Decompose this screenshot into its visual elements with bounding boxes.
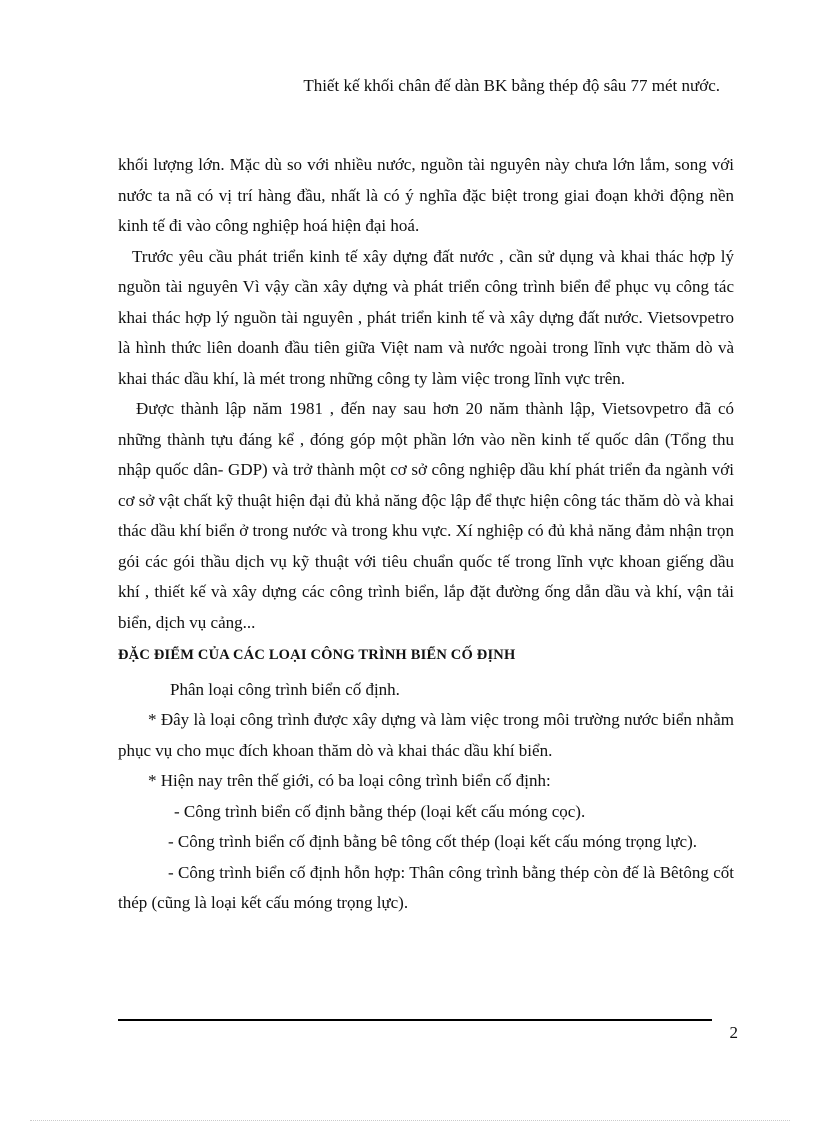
- page-number: 2: [729, 1023, 738, 1042]
- type-steel: - Công trình biển cố định bằng thép (loại kết cấu móng cọc).: [174, 801, 586, 821]
- section-heading: ĐẶC ĐIỂM CỦA CÁC LOẠI CÔNG TRÌNH BIỂN CỐ ĐỊNH: [118, 647, 516, 663]
- type-concrete: - Công trình biển cố định bằng bê tông cốt thép (loại kết cấu móng trọng lực).: [168, 832, 698, 851]
- bullet-definition: * Đây là loại công trình được xây dựng và làm việc trong môi trường nước biển nhằm phục vụ cho mục đích khoan thăm dò và khai thác dầu khí biển.: [118, 710, 734, 760]
- paragraph-vietsovpetro: Được thành lập năm 1981 , đến nay sau hơn 20 năm thành lập, Vietsovpetro đã có những thành tựu đáng kể , đóng góp một phần lớn vào nền kinh tế quốc dân (Tổng thu nhập quốc dân- GDP) và trở thành một cơ sở công nghiệp dầu khí phát triển đa ngành với cơ sở vật chất kỹ thuật hiện đại đủ khả năng độc lập để thực hiện công tác thăm dò và khai thác dầu khí biển ở trong nước và trong khu vực. Xí nghiệp có đủ khả năng đảm nhận trọn gói các gói thầu dịch vụ kỹ thuật với tiêu chuẩn quốc tế trong lĩnh vực khoan giếng dầu khí , thiết kế và xây dựng các công trình biển, lắp đặt đường ống dẫn dầu và khí, vận tải biển, dịch vụ cảng...: [118, 399, 734, 632]
- running-header: Thiết kế khối chân đế dàn BK bằng thép độ sâu 77 mét nước.: [303, 76, 720, 95]
- paragraph-continuation: khối lượng lớn. Mặc dù so với nhiều nước, nguồn tài nguyên này chưa lớn lắm, song với nước ta nã có vị trí hàng đầu, nhất là có ý nghĩa đặc biệt trong giai đoạn khởi động nền kinh tế đi vào công nghiệp hoá hiện đại hoá.: [118, 155, 734, 235]
- bullet-types-intro: * Hiện nay trên thế giới, có ba loại công trình biển cố định:: [148, 771, 551, 790]
- page-edge-dotted-line: [30, 1120, 790, 1121]
- body-text: [118, 150, 734, 919]
- paragraph-development: Trước yêu cầu phát triển kinh tế xây dựng đất nước , cần sử dụng và khai thác hợp lý nguồn tài nguyên Vì vậy cần xây dựng và phát triển công trình biển để phục vụ công tác khai thác hợp lý nguồn tài nguyên , phát triển kinh tế và xây dựng đất nước. Vietsovpetro là hình thức liên doanh đầu tiên giữa Việt nam và nước ngoài trong lĩnh vực thăm dò và khai thác dầu khí, là mét trong những công ty làm việc trong lĩnh vực trên.: [118, 246, 734, 388]
- section-subheading: Phân loại công trình biển cố định.: [170, 679, 400, 699]
- type-hybrid: - Công trình biển cố định hỗn hợp: Thân công trình bằng thép còn đế là Bêtông cốt thép (cũng là loại kết cấu móng trọng lực).: [118, 862, 734, 912]
- footer-divider: [118, 1019, 712, 1021]
